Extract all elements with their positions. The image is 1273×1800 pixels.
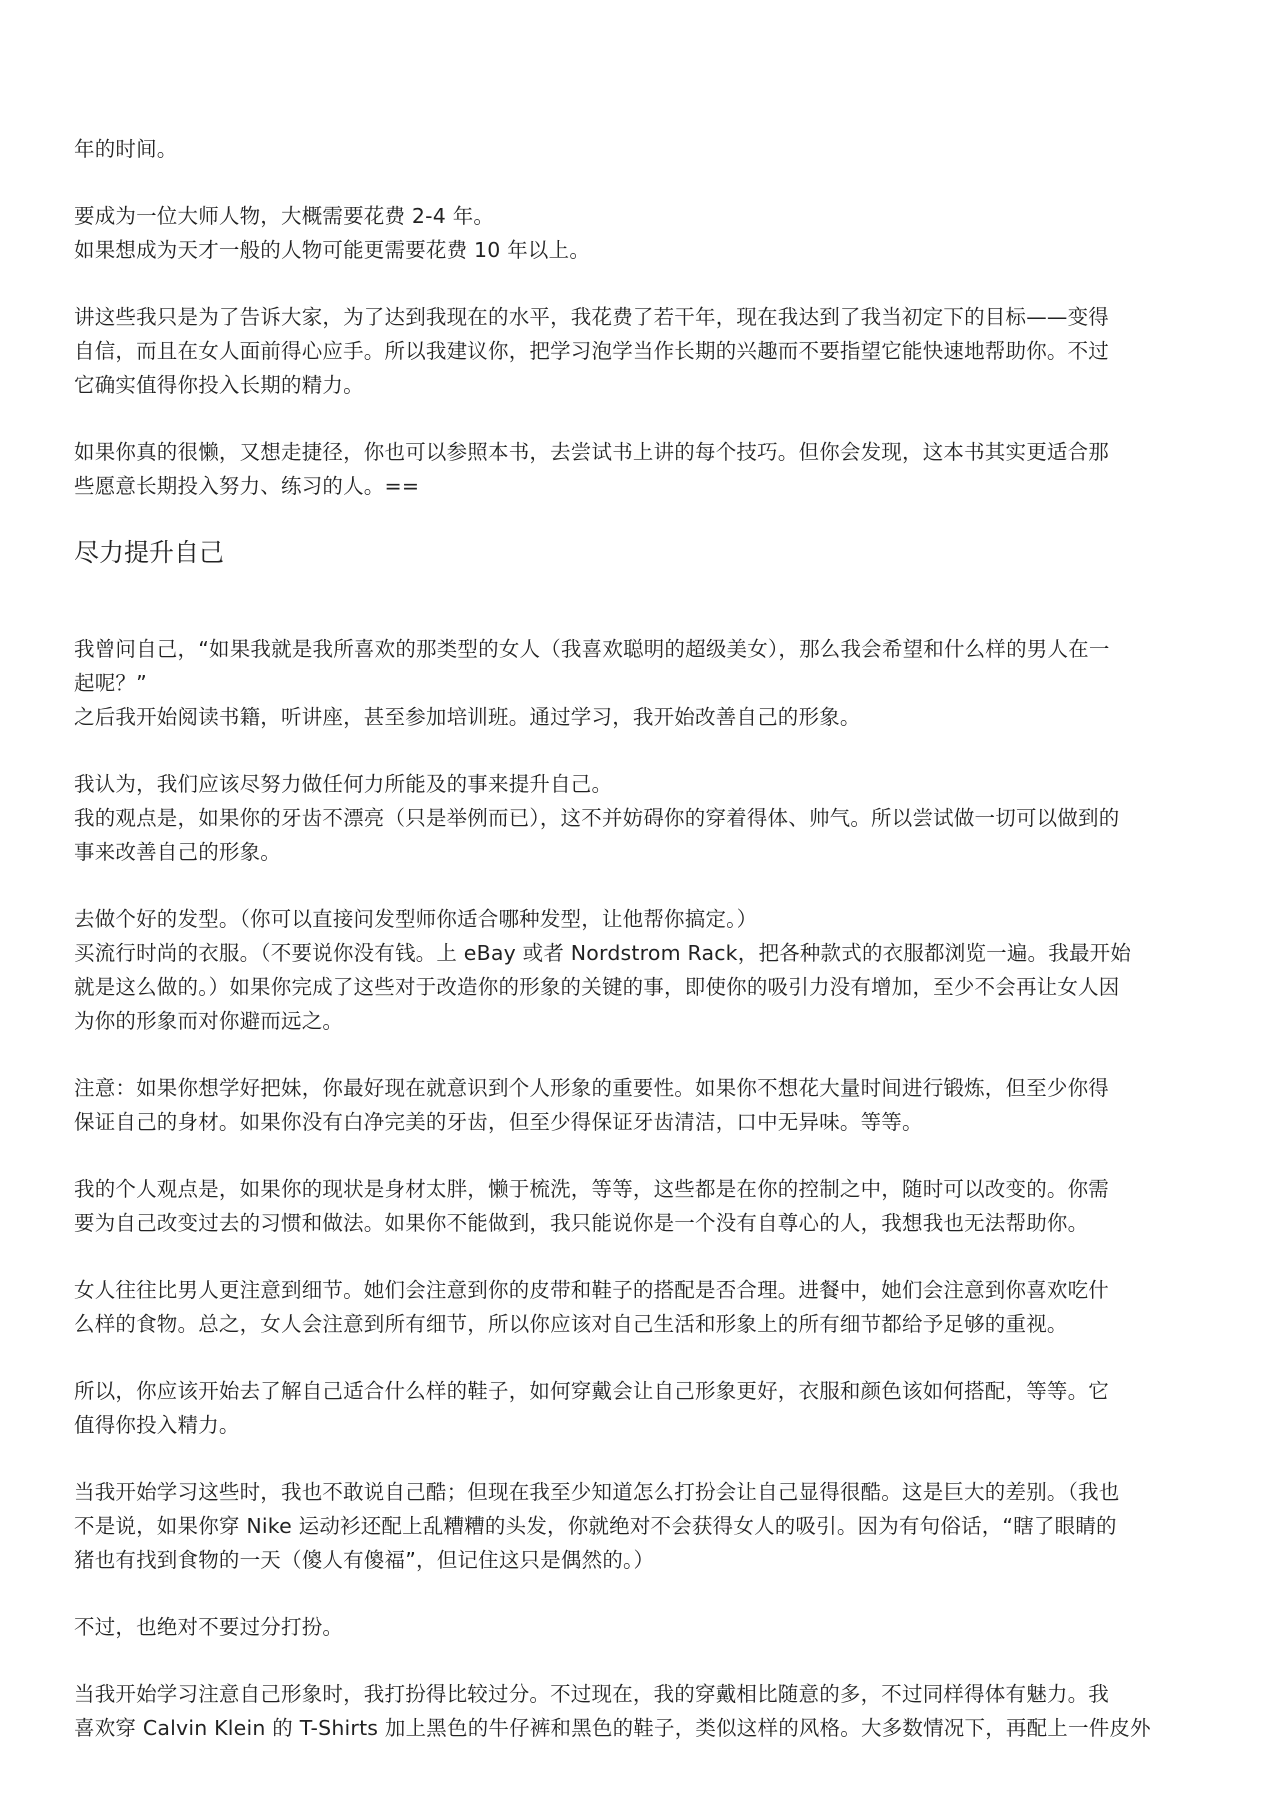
text-line: 猪也有找到食物的一天（傻人有傻福”，但记住这只是偶然的。） (74, 1548, 655, 1572)
text-line: 要为自己改变过去的习惯和做法。如果你不能做到，我只能说你是一个没有自尊心的人，我想我也无法帮助你。 (74, 1211, 1089, 1235)
paragraph (74, 1071, 1209, 1139)
text-line: 不过，也绝对不要过分打扮。 (74, 1615, 344, 1639)
text-line: 当我开始学习注意自己形象时，我打扮得比较过分。不过现在，我的穿戴相比随意的多，不过同样得体有魅力。我 (74, 1682, 1109, 1706)
paragraph (74, 1475, 1209, 1577)
text-line: 注意：如果你想学好把妹，你最好现在就意识到个人形象的重要性。如果你不想花大量时间进行锻炼，但至少你得 (74, 1076, 1109, 1100)
text-line: 起呢？” (74, 671, 147, 695)
text-line: 如果想成为天才一般的人物可能更需要花费 10 年以上。 (74, 238, 591, 262)
text-line: 之后我开始阅读书籍，听讲座，甚至参加培训班。通过学习，我开始改善自己的形象。 (74, 705, 861, 729)
text-line: 所以，你应该开始去了解自己适合什么样的鞋子，如何穿戴会让自己形象更好，衣服和颜色该如何搭配，等等。它 (74, 1379, 1109, 1403)
text-line: 要成为一位大师人物，大概需要花费 2-4 年。 (74, 204, 495, 228)
paragraph (74, 300, 1209, 402)
paragraph (74, 1610, 1209, 1644)
text-line: 事来改善自己的形象。 (74, 840, 281, 864)
paragraph (74, 132, 1209, 166)
text-line: 如果你真的很懒，又想走捷径，你也可以参照本书，去尝试书上讲的每个技巧。但你会发现，这本书其实更适合那 (74, 440, 1109, 464)
paragraph (74, 435, 1209, 503)
section-heading: 尽力提升自己 (74, 538, 225, 567)
text-line: 不是说，如果你穿 Nike 运动衫还配上乱糟糟的头发，你就绝对不会获得女人的吸引。因为有句俗话，“瞎了眼睛的 (74, 1514, 1117, 1538)
text-line: 当我开始学习这些时，我也不敢说自己酷；但现在我至少知道怎么打扮会让自己显得很酷。这是巨大的差别。（我也 (74, 1480, 1120, 1504)
text-line: 为你的形象而对你避而远之。 (74, 1009, 344, 1033)
text-line: 去做个好的发型。（你可以直接问发型师你适合哪种发型，让他帮你搞定。） (74, 907, 758, 931)
text-line: 些愿意长期投入努力、练习的人。== (74, 474, 420, 498)
paragraph (74, 767, 1209, 869)
paragraph (74, 902, 1209, 1038)
text-line: 喜欢穿 Calvin Klein 的 T-Shirts 加上黑色的牛仔裤和黑色的鞋子，类似这样的风格。大多数情况下，再配上一件皮外 (74, 1716, 1151, 1740)
text-line: 我的个人观点是，如果你的现状是身材太胖，懒于梳洗，等等，这些都是在你的控制之中，随时可以改变的。你需 (74, 1177, 1109, 1201)
text-line: 它确实值得你投入长期的精力。 (74, 373, 364, 397)
text-line: 么样的食物。总之，女人会注意到所有细节，所以你应该对自己生活和形象上的所有细节都给予足够的重视。 (74, 1312, 1068, 1336)
text-line: 值得你投入精力。 (74, 1413, 240, 1437)
paragraph (74, 1374, 1209, 1442)
paragraph (74, 632, 1209, 734)
text-line: 讲这些我只是为了告诉大家，为了达到我现在的水平，我花费了若干年，现在我达到了我当初定下的目标——变得 (74, 305, 1109, 329)
text-line: 我的观点是，如果你的牙齿不漂亮（只是举例而已），这不并妨碍你的穿着得体、帅气。所以尝试做一切可以做到的 (74, 806, 1120, 830)
text-line: 我认为，我们应该尽努力做任何力所能及的事来提升自己。 (74, 772, 613, 796)
text-line: 自信，而且在女人面前得心应手。所以我建议你，把学习泡学当作长期的兴趣而不要指望它能快速地帮助你。不过 (74, 339, 1109, 363)
text-line: 就是这么做的。）如果你完成了这些对于改造你的形象的关键的事，即使你的吸引力没有增加，至少不会再让女人因 (74, 975, 1120, 999)
text-line: 我曾问自己，“如果我就是我所喜欢的那类型的女人（我喜欢聪明的超级美女），那么我会希望和什么样的男人在一 (74, 637, 1110, 661)
paragraph (74, 1172, 1209, 1240)
text-line: 女人往往比男人更注意到细节。她们会注意到你的皮带和鞋子的搭配是否合理。进餐中，她们会注意到你喜欢吃什 (74, 1278, 1109, 1302)
paragraph (74, 199, 1209, 267)
text-line: 年的时间。 (74, 137, 178, 161)
paragraph (74, 1273, 1209, 1341)
document-page (74, 132, 1209, 1778)
text-line: 保证自己的身材。如果你没有白净完美的牙齿，但至少得保证牙齿清洁，口中无异味。等等。 (74, 1110, 923, 1134)
paragraph (74, 1677, 1209, 1745)
text-line: 买流行时尚的衣服。（不要说你没有钱。上 eBay 或者 Nordstrom Rack，把各种款式的衣服都浏览一遍。我最开始 (74, 941, 1132, 965)
